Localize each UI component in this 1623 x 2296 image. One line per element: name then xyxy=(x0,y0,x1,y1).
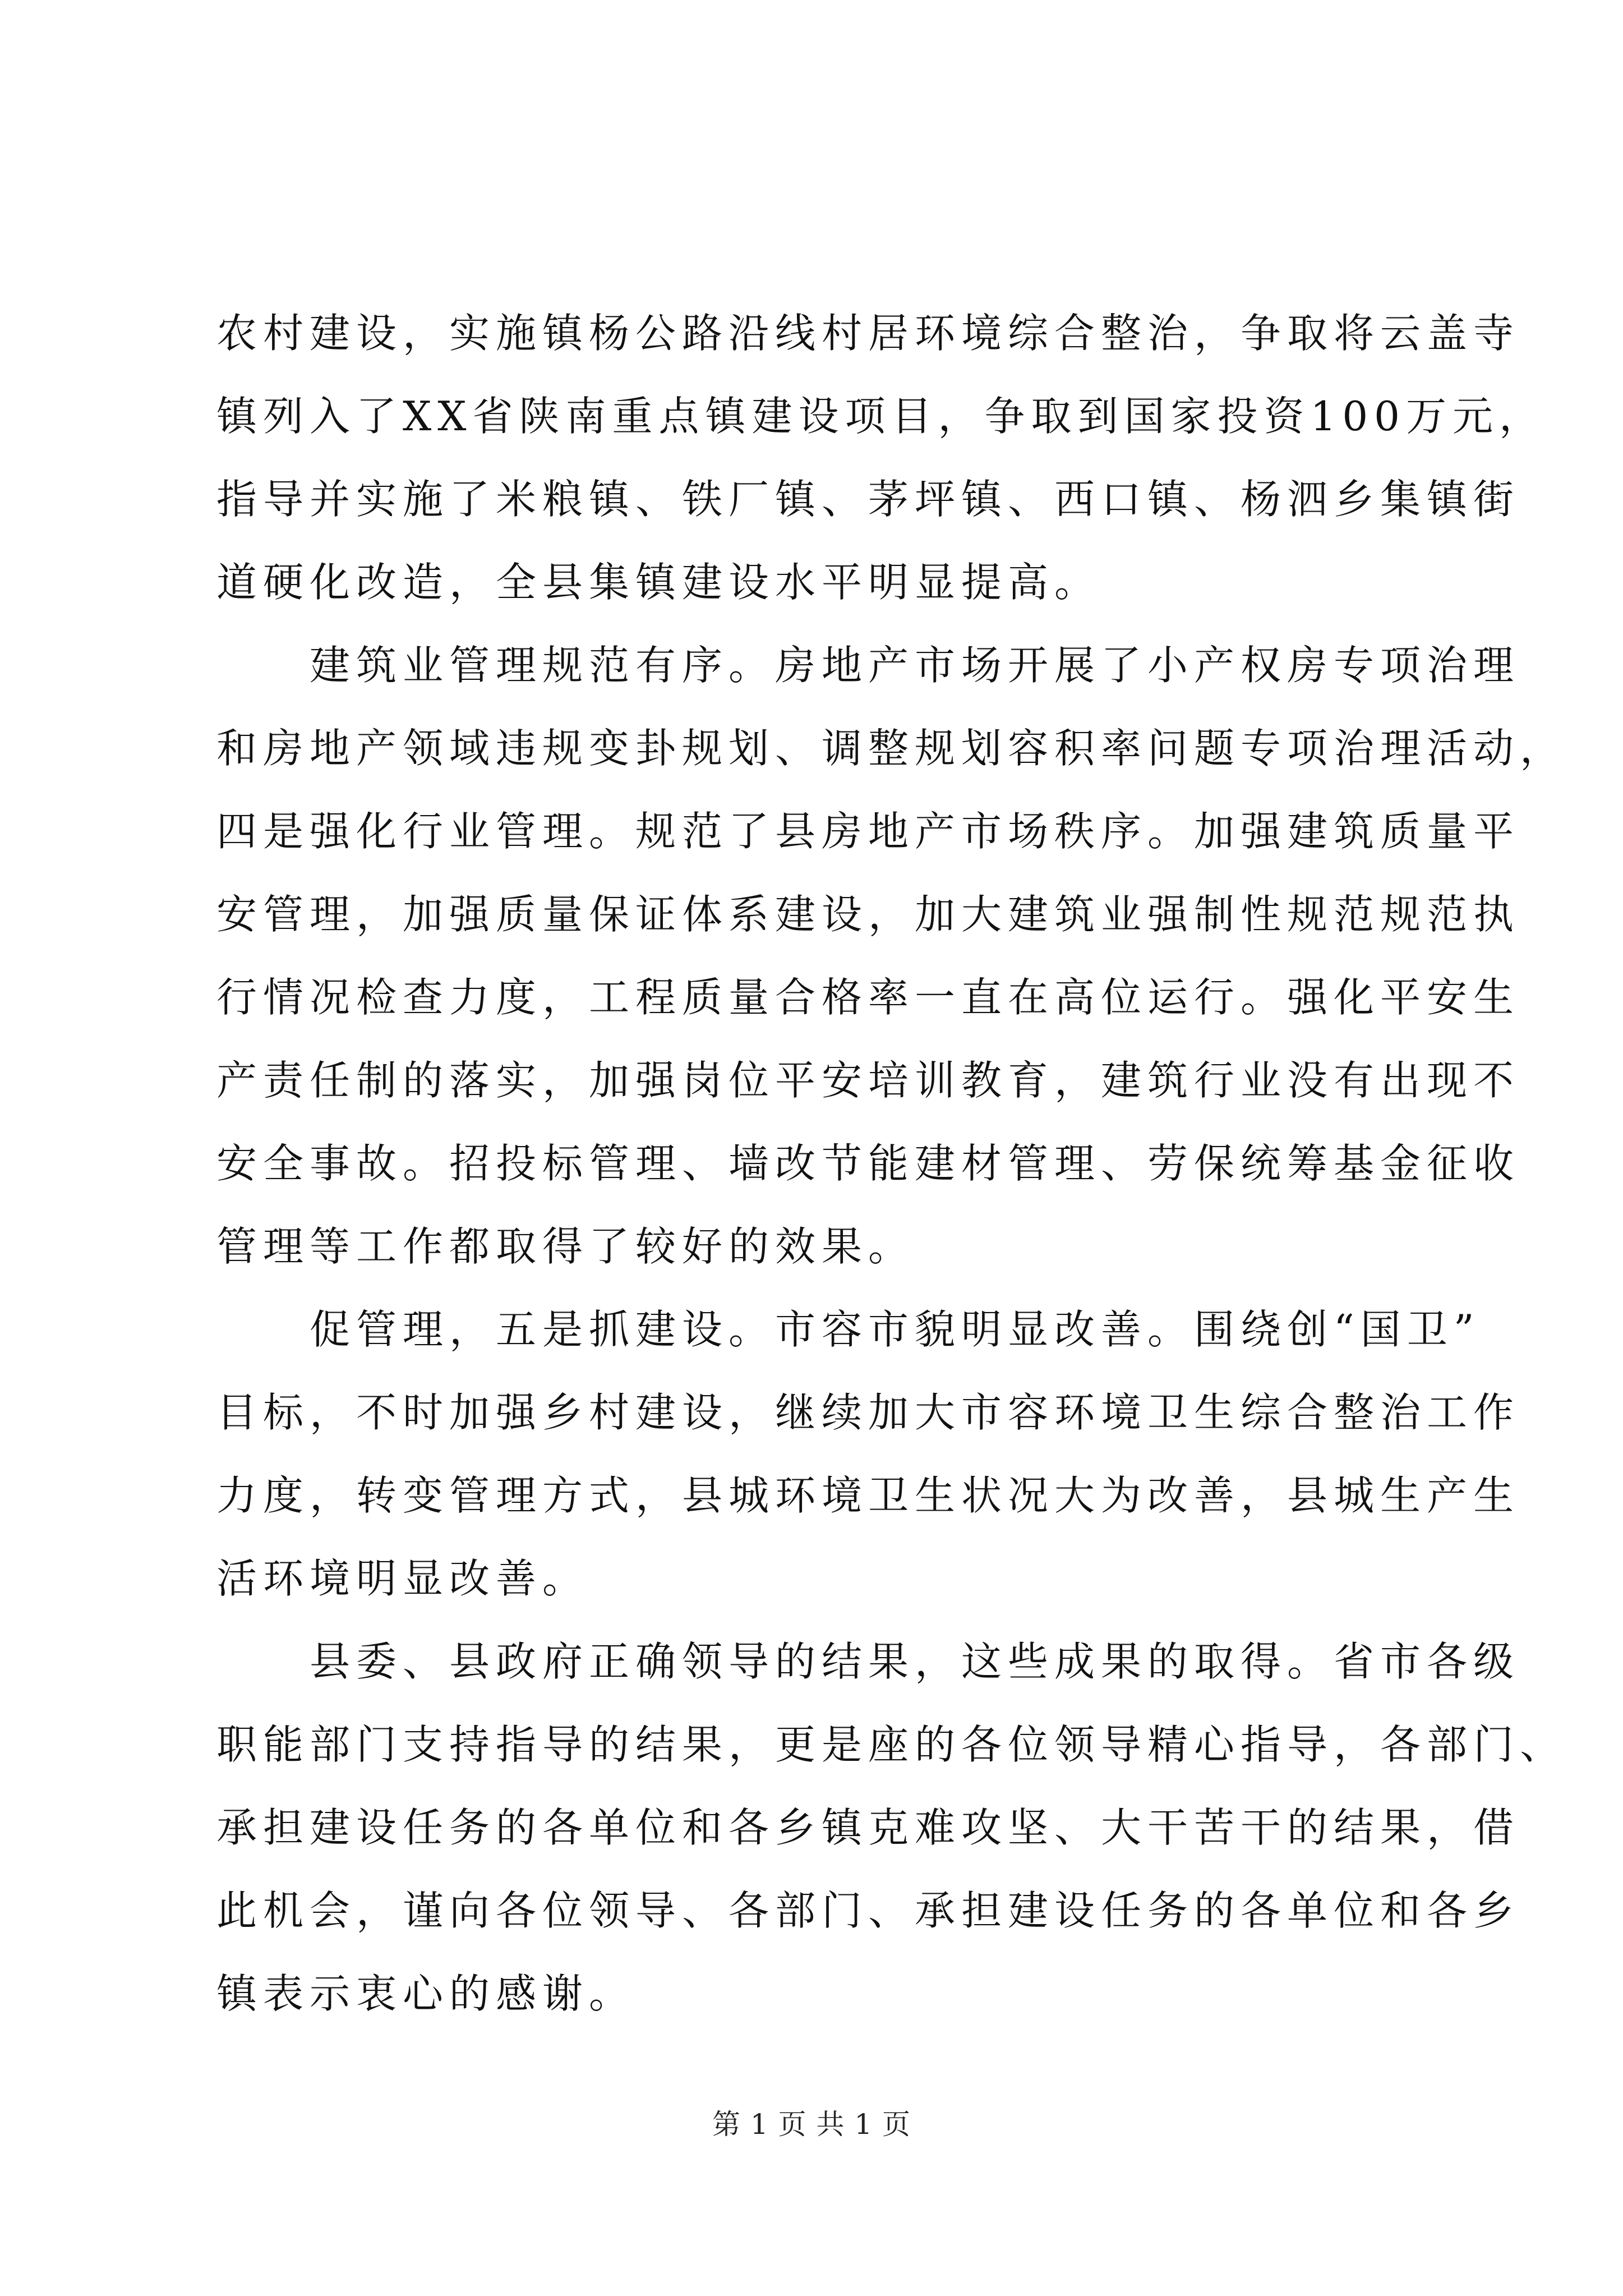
text-line: 镇列入了XX省陕南重点镇建设项目，争取到国家投资100万元， xyxy=(216,393,1546,440)
text-line: 力度，转变管理方式，县城环境卫生状况大为改善，县城生产生 xyxy=(216,1472,1520,1519)
text-line: 指导并实施了米粮镇、铁厂镇、茅坪镇、西口镇、杨泗乡集镇街 xyxy=(216,476,1520,523)
text-line: 农村建设，实施镇杨公路沿线村居环境综合整治，争取将云盖寺 xyxy=(216,310,1520,357)
text-line: 此机会，谨向各位领导、各部门、承担建设任务的各单位和各乡 xyxy=(216,1887,1520,1934)
text-line: 安管理，加强质量保证体系建设，加大建筑业强制性规范规范执 xyxy=(216,891,1520,938)
text-line: 活环境明显改善。 xyxy=(216,1555,589,1602)
page-number-footer: 第 1 页 共 1 页 xyxy=(712,2108,911,2141)
paragraph-acknowledgement xyxy=(216,1620,1567,2035)
text-line: 县委、县政府正确领导的结果，这些成果的取得。省市各级 xyxy=(310,1638,1520,1685)
text-line: 四是强化行业管理。规范了县房地产市场秩序。加强建筑质量平 xyxy=(216,808,1520,855)
paragraph-rural-construction xyxy=(216,292,1546,624)
text-line: 建筑业管理规范有序。房地产市场开展了小产权房专项治理 xyxy=(310,642,1520,689)
text-line: 促管理，五是抓建设。市容市貌明显改善。围绕创“国卫” xyxy=(310,1306,1481,1353)
text-line: 目标，不时加强乡村建设，继续加大市容环境卫生综合整治工作 xyxy=(216,1389,1520,1436)
text-line: 行情况检查力度，工程质量合格率一直在高位运行。强化平安生 xyxy=(216,974,1520,1021)
paragraph-city-appearance xyxy=(216,1288,1520,1620)
text-line: 承担建设任务的各单位和各乡镇克难攻坚、大干苦干的结果，借 xyxy=(216,1804,1520,1851)
text-line: 职能部门支持指导的结果，更是座的各位领导精心指导，各部门、 xyxy=(216,1721,1567,1768)
text-line: 产责任制的落实，加强岗位平安培训教育，建筑行业没有出现不 xyxy=(216,1057,1520,1104)
text-line: 安全事故。招投标管理、墙改节能建材管理、劳保统筹基金征收 xyxy=(216,1140,1520,1187)
paragraph-construction-management xyxy=(216,624,1567,1288)
document-body xyxy=(216,292,1567,2035)
text-line: 和房地产领域违规变卦规划、调整规划容积率问题专项治理活动， xyxy=(216,725,1567,772)
text-line: 管理等工作都取得了较好的效果。 xyxy=(216,1223,915,1270)
text-line: 道硬化改造，全县集镇建设水平明显提高。 xyxy=(216,559,1101,606)
text-line: 镇表示衷心的感谢。 xyxy=(216,1970,636,2017)
